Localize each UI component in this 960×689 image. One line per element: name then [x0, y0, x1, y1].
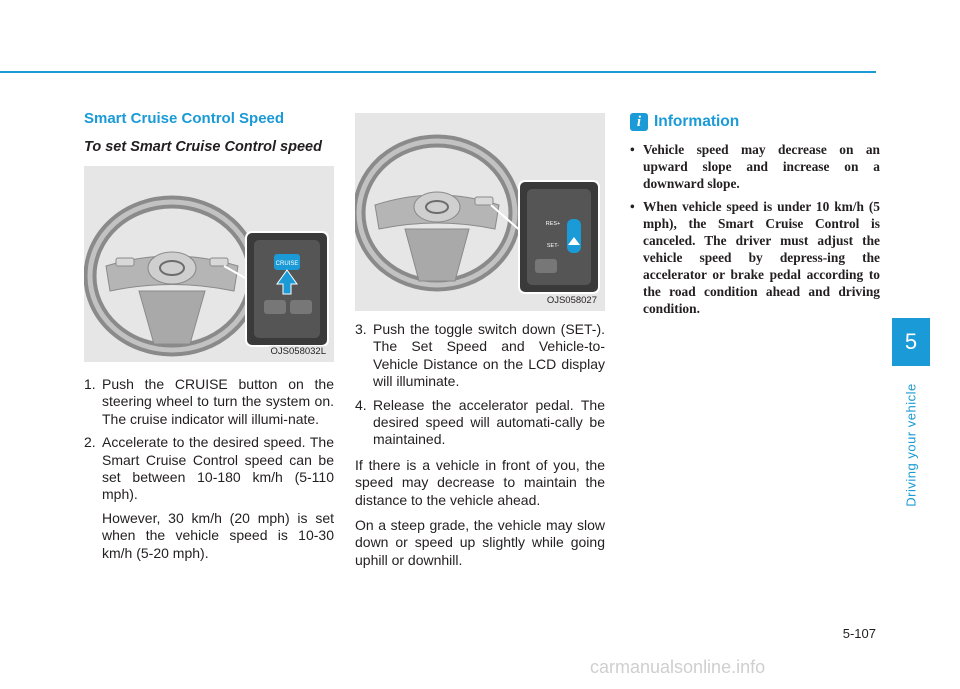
section-title: Smart Cruise Control Speed [84, 110, 285, 127]
steering-wheel-illustration [84, 166, 334, 362]
step-item [84, 434, 334, 504]
step-number: 3. [355, 321, 367, 337]
figure-code: OJS058032L [270, 346, 326, 357]
chapter-title-text: Driving your vehicle [903, 383, 919, 507]
column-middle [355, 113, 605, 569]
information-item [630, 198, 880, 317]
information-text: When vehicle speed is under 10 km/h (5 mph), the Smart Cruise Control is canceled. The driver must adjust the vehicle speed by depress-ing the accelerator or brake pedal according to the road condition ahead and driving condition. [643, 199, 880, 316]
page-number: 5-107 [842, 626, 876, 641]
steps-list-part2 [355, 321, 605, 449]
paragraph: If there is a vehicle in front of you, the speed may decrease to maintain the distance to the vehicle ahead. [355, 456, 605, 508]
set-label: SET- [546, 243, 560, 249]
figure-code: OJS058027 [546, 295, 597, 306]
column-right [630, 113, 880, 323]
step-number: 1. [84, 376, 96, 392]
steering-wheel-illustration [355, 113, 605, 311]
information-item [630, 141, 880, 192]
figure-cruise-button [84, 166, 334, 362]
step-text: Accelerate to the desired speed. The Smart Cruise Control speed can be set between 10-180 km/h (5-110 mph). [102, 434, 334, 503]
step-number: 4. [355, 396, 367, 413]
header-rule [0, 71, 876, 73]
step-text: Release the accelerator pedal. The desired speed will automati-cally be maintained. [373, 396, 605, 448]
res-label: RES+ [545, 221, 561, 227]
cruise-button-label: CRUISE [275, 261, 299, 267]
figure-set-switch [355, 113, 605, 311]
step-note: However, 30 km/h (20 mph) is set when the vehicle speed is 10-30 km/h (5-20 mph). [102, 509, 334, 561]
watermark: carmanualsonline.info [590, 657, 766, 677]
step-number: 2. [84, 434, 96, 451]
bullet-icon: • [630, 142, 635, 157]
chapter-number: 5 [892, 318, 930, 366]
information-title: Information [654, 113, 740, 130]
step-text: Push the CRUISE button on the steering wheel to turn the system on. The cruise indicator will illumi-nate. [102, 376, 334, 427]
bullet-icon: • [630, 199, 635, 214]
paragraph: On a steep grade, the vehicle may slow down or speed up slightly while going uphill or downhill. [355, 517, 605, 568]
chapter-title [897, 380, 925, 510]
step-text: Push the toggle switch down (SET-). The Set Speed and Vehicle-to-Vehicle Distance on the LCD display will illuminate. [373, 321, 605, 390]
column-left [84, 110, 334, 562]
steps-list-part1 [84, 376, 334, 504]
information-header [630, 113, 880, 131]
step-item [84, 376, 334, 428]
subsection-title: To set Smart Cruise Control speed [84, 139, 322, 155]
information-text: Vehicle speed may decrease on an upward slope and increase on a downward slope. [643, 142, 880, 191]
step-item [355, 397, 605, 449]
information-list [630, 141, 880, 317]
info-icon: i [630, 113, 648, 131]
step-item [355, 321, 605, 391]
